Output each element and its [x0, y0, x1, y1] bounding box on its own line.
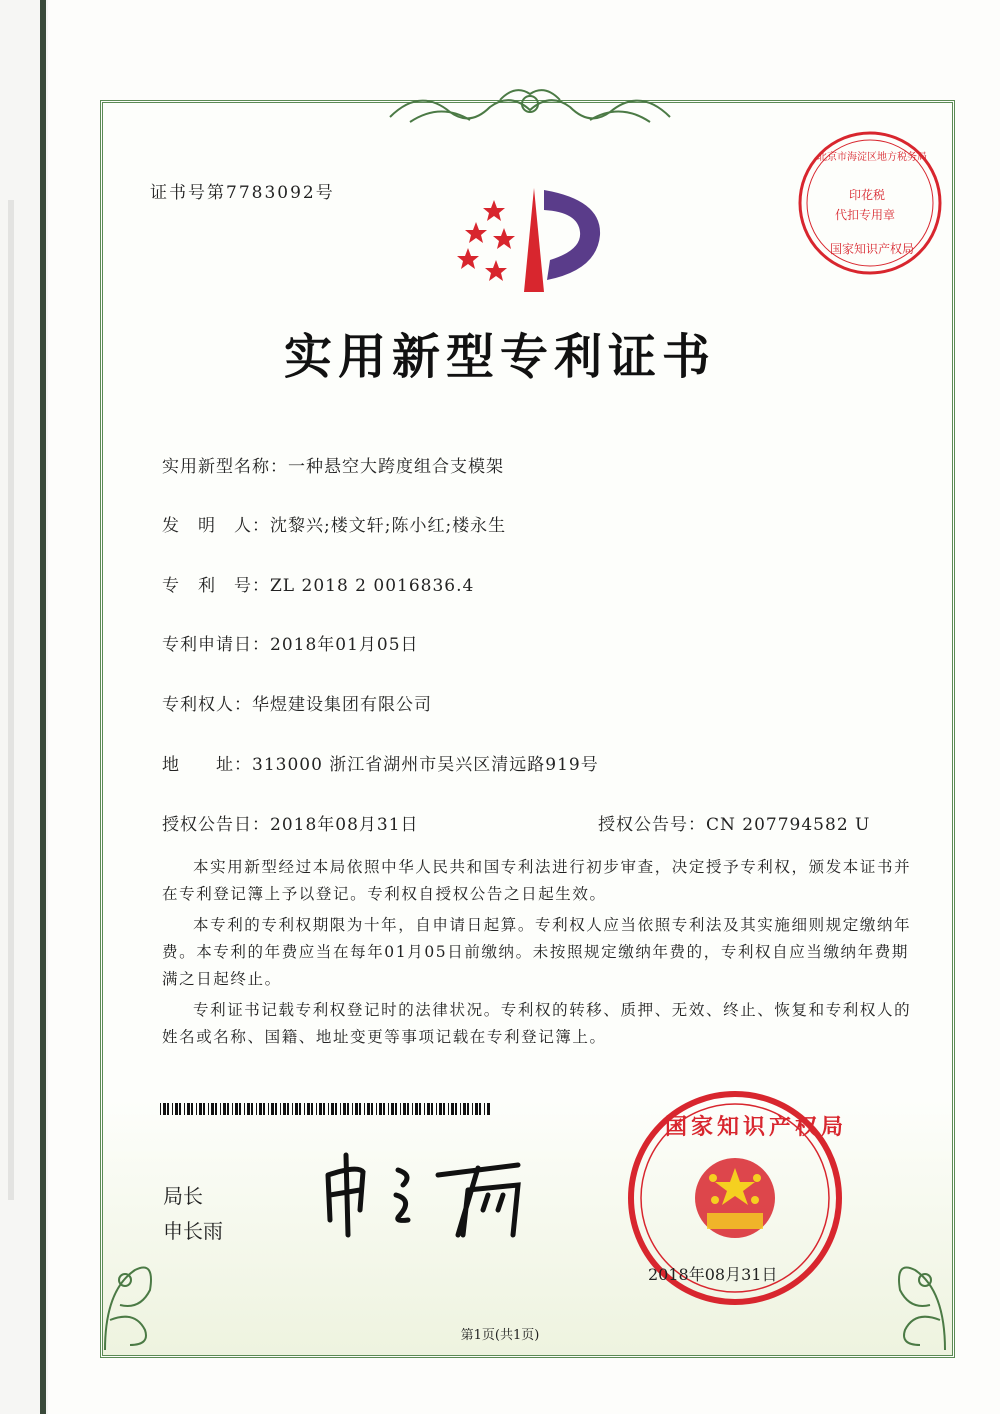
grant-number-label: 授权公告号： — [598, 815, 706, 835]
certificate-number: 证书号第7783092号 — [150, 183, 335, 203]
cnipa-logo-icon — [452, 180, 612, 300]
field-label: 发 明 人： — [162, 516, 270, 536]
seal-text: 国家知识产权局 — [665, 1114, 848, 1140]
paragraph-3: 专利证书记载专利权登记时的法律状况。专利权的转移、质押、无效、终止、恢复和专利权人的姓名或名称、国籍、地址变更等事项记载在专利登记簿上。 — [162, 1001, 912, 1046]
tax-stamp-outer-text: 北京市海淀区地方税务局 — [817, 152, 927, 163]
field-patent-number — [162, 571, 474, 596]
director-name: 申长雨 — [163, 1221, 223, 1243]
director-title: 局长 — [163, 1186, 203, 1208]
field-value: 沈黎兴;楼文轩;陈小红;楼永生 — [270, 516, 507, 536]
barcode — [160, 1103, 490, 1115]
field-application-date — [162, 630, 419, 655]
field-value: ZL 2018 2 0016836.4 — [270, 576, 475, 596]
paragraph-1: 本实用新型经过本局依照中华人民共和国专利法进行初步审查，决定授予专利权，颁发本证书并在专利登记簿上予以登记。专利权自授权公告之日起生效。 — [162, 858, 912, 903]
grant-date — [162, 810, 419, 835]
grant-date-value: 2018年08月31日 — [270, 815, 419, 835]
tax-stamp — [795, 128, 945, 278]
tax-stamp-line2: 代扣专用章 — [835, 208, 896, 222]
field-value: 2018年01月05日 — [270, 635, 419, 655]
seal-date: 2018年08月31日 — [648, 1265, 778, 1284]
grant-date-label: 授权公告日： — [162, 815, 270, 835]
field-value: 一种悬空大跨度组合支模架 — [288, 457, 504, 477]
binding-strip — [0, 0, 48, 1414]
director-signature — [318, 1150, 538, 1240]
left-corner-ornament — [95, 1250, 175, 1360]
field-label: 专利权人： — [162, 695, 252, 715]
tax-stamp-line1: 印花税 — [849, 188, 886, 202]
field-inventors — [162, 511, 506, 536]
grant-number — [598, 810, 870, 835]
tax-stamp-bottom-text: 国家知识产权局 — [830, 242, 915, 256]
field-name — [162, 452, 504, 477]
field-patentee — [162, 690, 432, 715]
page-footer: 第1页(共1页) — [460, 1328, 540, 1343]
grant-number-value: CN 207794582 U — [706, 815, 871, 835]
certificate-title: 实用新型专利证书 — [283, 329, 716, 385]
field-label: 专 利 号： — [162, 576, 270, 596]
right-corner-ornament — [875, 1250, 955, 1360]
field-value: 313000 浙江省湖州市吴兴区清远路919号 — [252, 755, 599, 775]
paragraph-2: 本专利的专利权期限为十年，自申请日起算。专利权人应当依照专利法及其实施细则规定缴纳年费。本专利的年费应当在每年01月05日前缴纳。未按照规定缴纳年费的，专利权自应当缴纳年费期满之日起终止。 — [162, 916, 912, 988]
top-ornament — [380, 82, 680, 132]
field-label: 实用新型名称： — [162, 457, 288, 477]
field-value: 华煜建设集团有限公司 — [252, 695, 432, 715]
field-label: 地 址： — [162, 755, 252, 775]
field-label: 专利申请日： — [162, 635, 270, 655]
field-address — [162, 750, 599, 775]
